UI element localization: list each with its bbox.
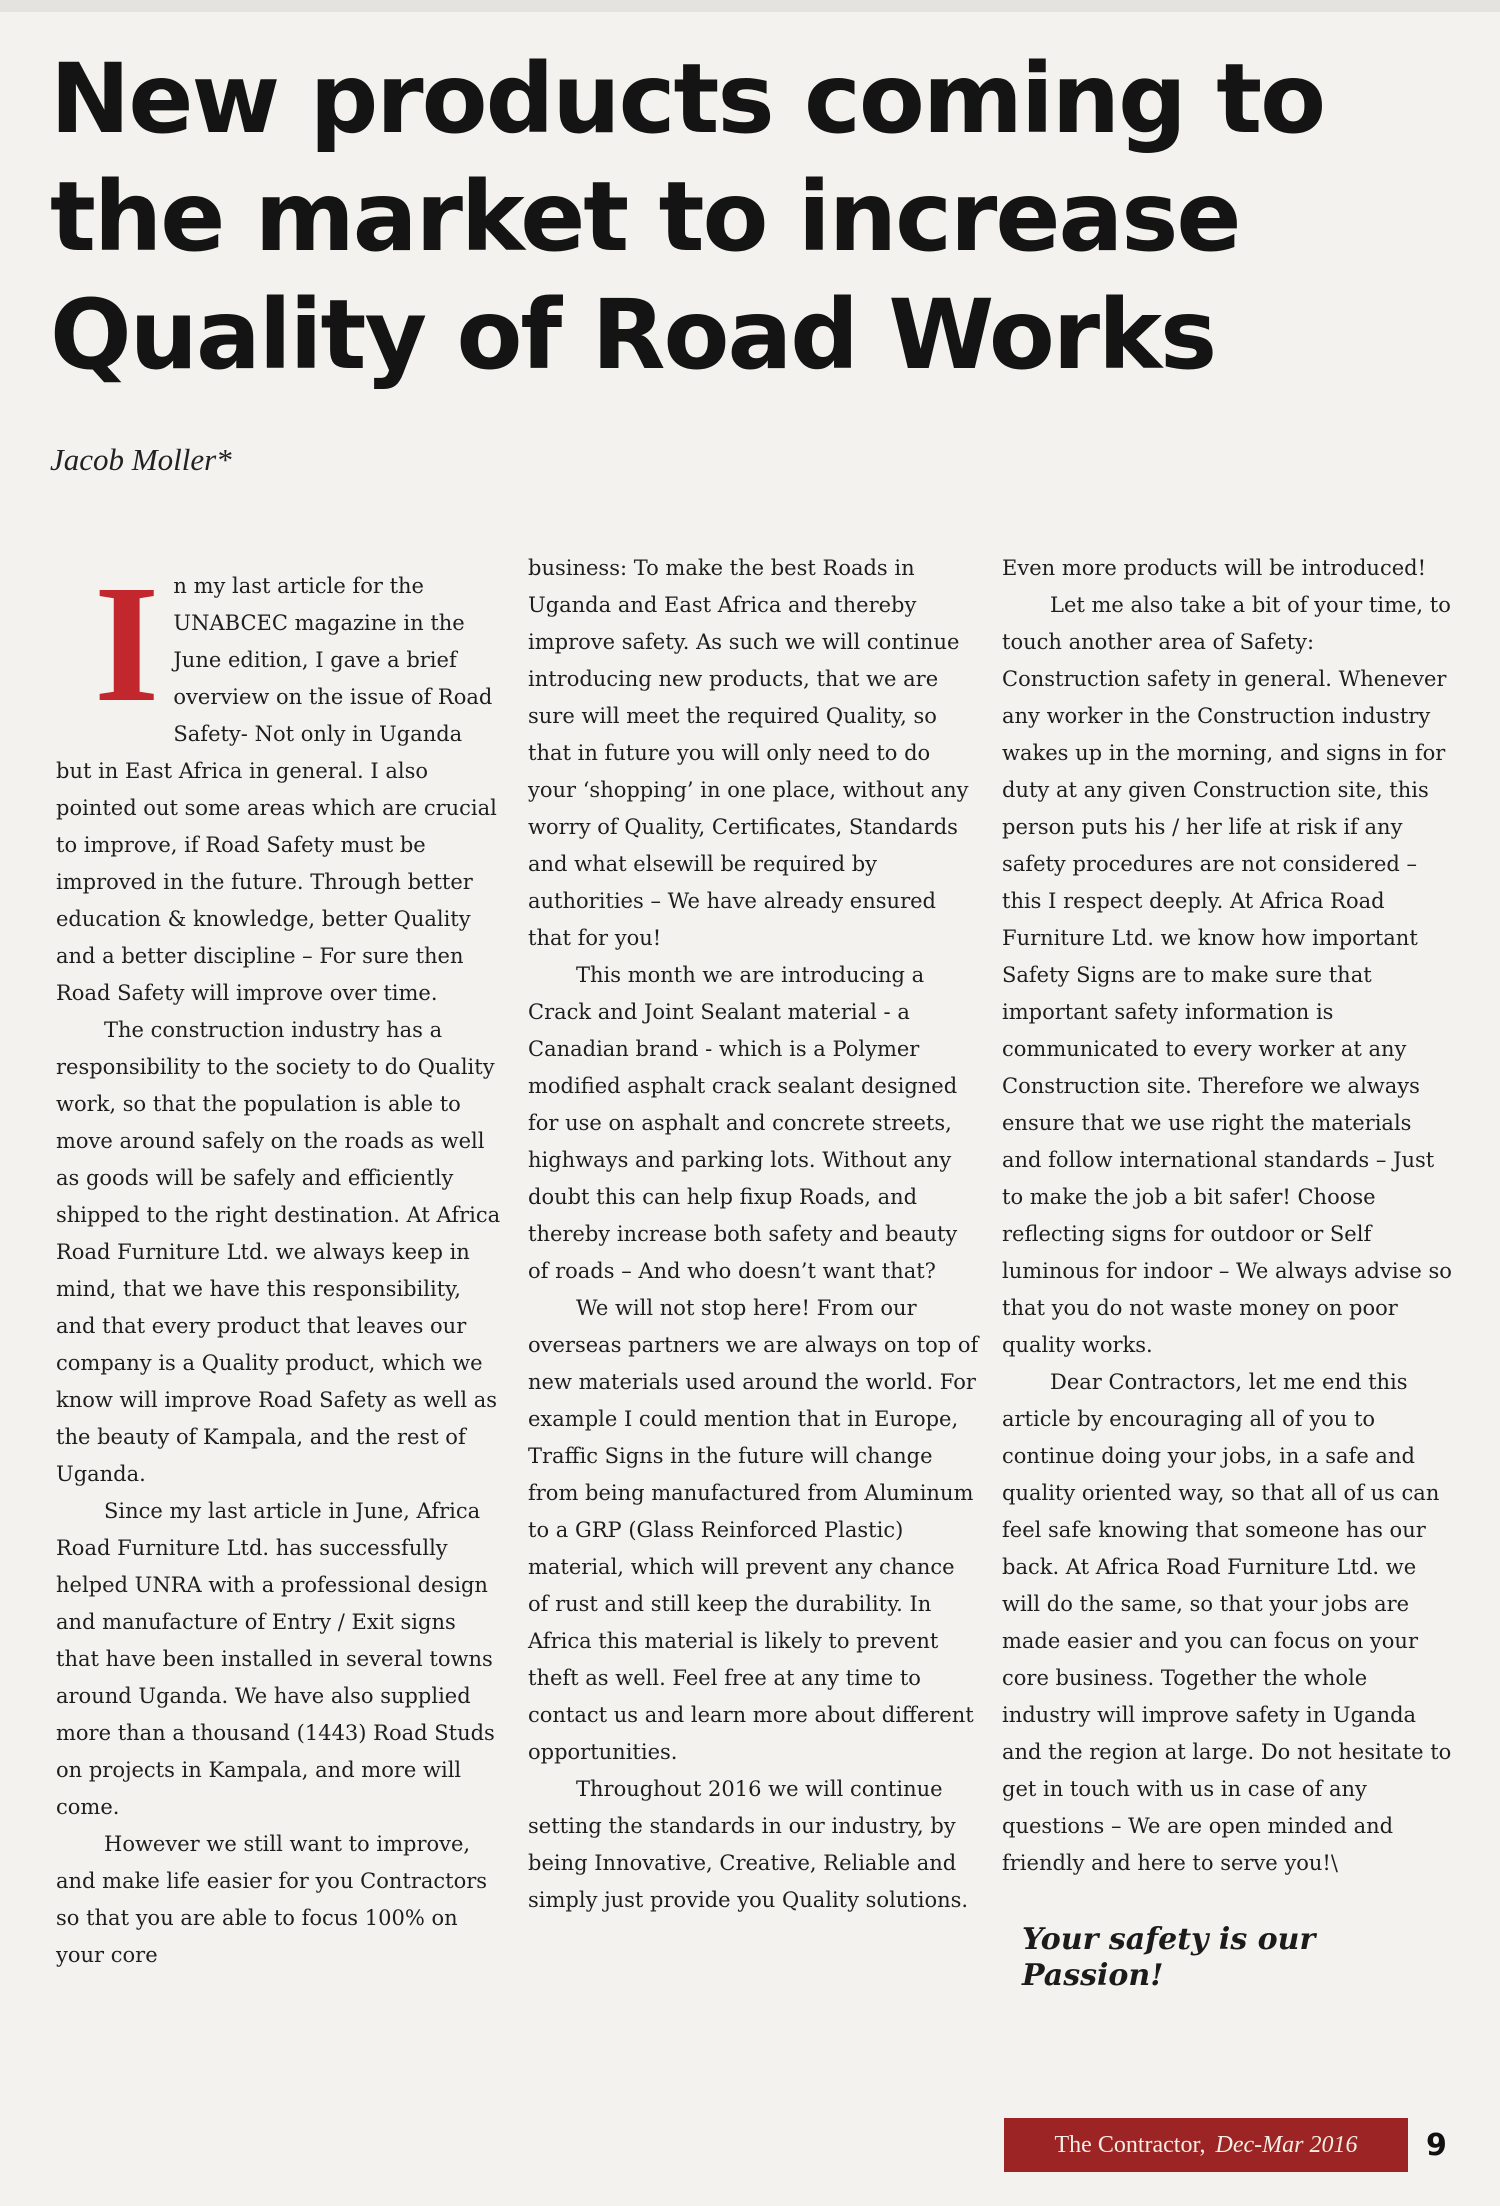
publication-name: The Contractor,: [1054, 2131, 1206, 2158]
page-number: 9: [1426, 2127, 1447, 2163]
paragraph: Throughout 2016 we will continue setting the standards in our industry, by being Innovative, Creative, Reliable and simply just provide you Quality solutions.: [528, 1777, 969, 1912]
article-column-1: [56, 551, 504, 1974]
article-column-2: [528, 550, 980, 1919]
paragraph: However we still want to improve, and make life easier for you Contractors so that you are able to focus 100% on your core: [56, 1832, 488, 1967]
paragraph: This month we are introducing a Crack and Joint Sealant material - a Canadian brand - which is a Polymer modified asphalt crack sealant designed for use on asphalt and concrete streets, highways and parking lots. Without any doubt this can help fixup Roads, and thereby increase both safety and beauty of roads – And who doesn’t want that?: [528, 963, 958, 1283]
paragraph: The construction industry has a responsibility to the society to do Quality work, so that the population is able to move around safely on the roads as well as goods will be safely and efficiently shipped to the right destination. At Africa Road Furniture Ltd. we always keep in mind, that we have this responsibility, and that every product that leaves our company is a Quality product, which we know will improve Road Safety as well as the beauty of Kampala, and the rest of Uganda.: [56, 1018, 501, 1486]
paragraph: [56, 551, 504, 1012]
page-edge: [0, 0, 1500, 12]
article-headline: New products coming to the market to increase Quality of Road Works: [50, 43, 1325, 391]
paragraph: Even more products will be introduced!: [1002, 556, 1427, 580]
paragraph: Dear Contractors, let me end this article by encouraging all of you to continue doing your jobs, in a safe and quality oriented way, so that all of us can feel safe knowing that someone has our back. At Africa Road Furniture Ltd. we will do the same, so that your jobs are made easier and you can focus on your core business. Together the whole industry will improve safety in Uganda and the region at large. Do not hesitate to get in touch with us in case of any questions – We are open minded and friendly and here to serve you!\: [1002, 1370, 1452, 1875]
drop-cap: I: [94, 551, 160, 737]
author-byline: Jacob Moller*: [50, 442, 232, 477]
article-column-3: [1002, 550, 1452, 1994]
issue-date: Dec-Mar 2016: [1215, 2131, 1358, 2158]
paragraph: We will not stop here! From our overseas partners we are always on top of new materials used around the world. For example I could mention that in Europe, Traffic Signs in the future will change from being manufactured from Aluminum to a GRP (Glass Reinforced Plastic) material, which will prevent any chance of rust and still keep the durability. In Africa this material is likely to prevent theft as well. Feel free at any time to contact us and learn more about different opportunities.: [528, 1296, 979, 1764]
article-tagline: Your safety is our Passion!: [1022, 1922, 1316, 1993]
paragraph: Since my last article in June, Africa Road Furniture Ltd. has successfully helped UNRA with a professional design and manufacture of Entry / Exit signs that have been installed in several towns around Uganda. We have also supplied more than a thousand (1443) Road Studs on projects in Kampala, and more will come.: [56, 1499, 495, 1819]
footer-publication-bar: [1004, 2118, 1408, 2172]
paragraph: business: To make the best Roads in Uganda and East Africa and thereby improve safety. As such we will continue introducing new products, that we are sure will meet the required Quality, so that in future you will only need to do your ‘shopping’ in one place, without any worry of Quality, Certificates, Standards and what elsewill be required by authorities – We have already ensured that for you!: [528, 556, 969, 950]
paragraph: Let me also take a bit of your time, to touch another area of Safety: Construction safety in general. Whenever any worker in the Construction industry wakes up in the morning, and signs in for duty at any given Construction site, this person puts his / her life at risk if any safety procedures are not considered – this I respect deeply. At Africa Road Furniture Ltd. we know how important Safety Signs are to make sure that important safety information is communicated to every worker at any Construction site. Therefore we always ensure that we use right the materials and follow international standards – Just to make the job a bit safer! Choose reflecting signs for outdoor or Self luminous for indoor – We always advise so that you do not waste money on poor quality works.: [1002, 593, 1452, 1357]
paragraph-text: n my last article for the UNABCEC magazine in the June edition, I gave a brief overview on the issue of Road Safety- Not only in Uganda but in East Africa in general. I also pointed out some areas which are crucial to improve, if Road Safety must be improved in the future. Through better education & knowledge, better Quality and a better discipline – For sure then Road Safety will improve over time.: [56, 574, 497, 1005]
